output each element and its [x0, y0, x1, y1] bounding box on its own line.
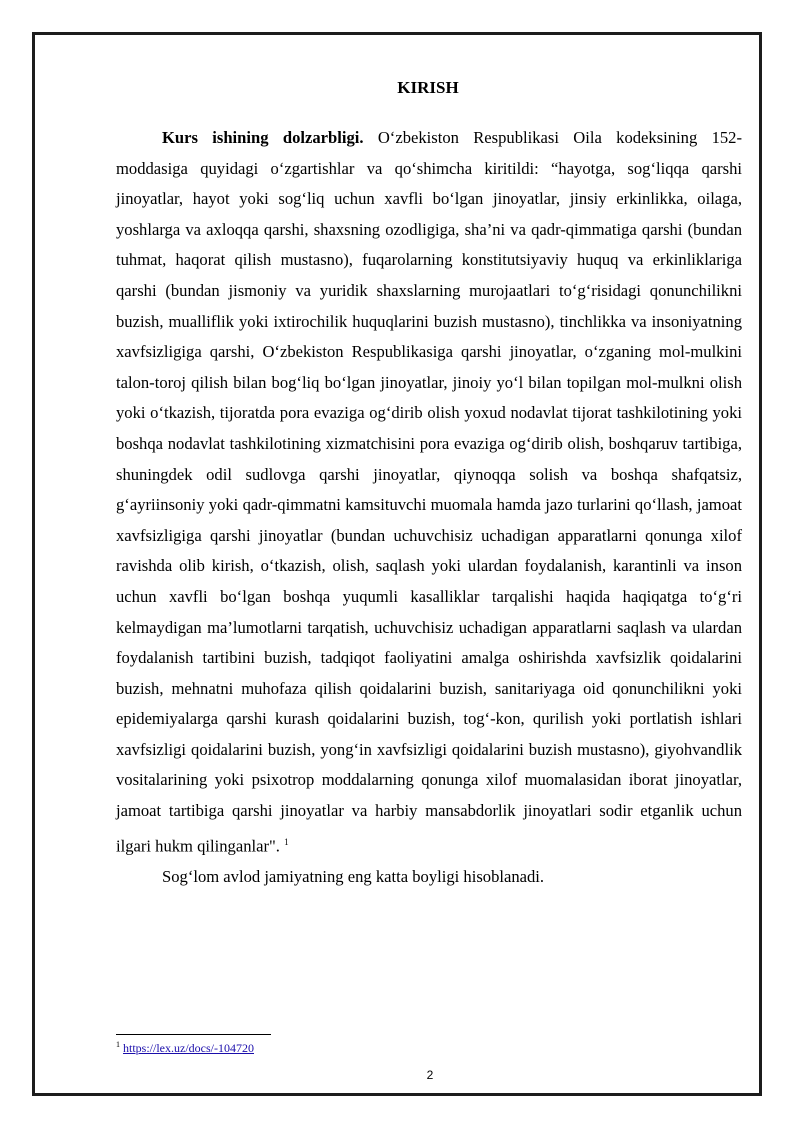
page-title: KIRISH	[397, 78, 459, 97]
lead-heading: Kurs ishining dolzarbligi.	[162, 128, 364, 147]
paragraph-1	[116, 123, 742, 862]
footnote-separator	[116, 1034, 271, 1035]
footnote-number: 1	[116, 1040, 120, 1049]
footnote-ref[interactable]: 1	[284, 836, 289, 847]
paragraph-2: Sog‘lom avlod jamiyatning eng katta boyligi hisoblanadi.	[162, 866, 545, 886]
paragraph-1-text: O‘zbekiston Respublikasi Oila kodeksining 152-moddasiga quyidagi o‘zgartishlar va qo‘shimcha kiritildi: “hayotga, sog‘liqqa qarshi jinoyatlar, hayot yoki sog‘liq uchun xavfli bo‘lgan jinoyatlar, jinsiy erkinlikka, oilaga, yoshlarga va axloqqa qarshi, shaxsning ozodligiga, sha’ni va qadr-qimmatiga qarshi (bundan tuhmat, haqorat qilish mustasno), fuqarolarning konstitutsiyaviy huquq va erkinliklariga qarshi (bundan jismoniy va yuridik shaxslarning murojaatlari to‘g‘risidagi qonunchilikni buzish, mualliflik yoki ixtirochilik huquqlarini buzish mustasno), tinchlikka va insoniyatning xavfsizligiga qarshi, O‘zbekiston Respublikasiga qarshi jinoyatlar, o‘zganing mol-mulkini talon-toroj qilish bilan bog‘liq bo‘lgan jinoyatlar, jinoiy yo‘l bilan topilgan mol-mulkni olish yoki o‘tkazish, tijoratda pora evaziga og‘dirib olish yoxud nodavlat tijorat tashkilotining yoki boshqa nodavlat tashkilotining xizmatchisini pora evaziga og‘dirib olish, boshqaruv tartibiga, shuningdek odil sudlovga qarshi jinoyatlar, qiynoqqa solish va boshqa shafqatsiz, g‘ayriinsoniy yoki qadr-qimmatni kamsituvchi muomala hamda jazo turlarini qo‘llash, jamoat xavfsizligiga qarshi jinoyatlar (bundan uchuvchisiz uchadigan apparatlarni qonunga xilof ravishda olib kirish, o‘tkazish, olish, saqlash yoki ulardan foydalanish, karantinli va inson uchun xavfli bo‘lgan boshqa yuqumli kasalliklar tarqalishi haqida haqiqatga to‘g‘ri kelmaydigan ma’lumotlarni tarqatish, uchuvchisiz uchadigan apparatlarni saqlash va ulardan foydalanish tartibini buzish, tadqiqot faoliyatini amalga oshirishda xavfsizlik qoidalarini buzish, mehnatni muhofaza qilish qoidalarini buzish, sanitariyaga oid qonunchilikni yoki epidemiyalarga qarshi kurash qoidalarini buzish, tog‘-kon, qurilish yoki portlatish ishlari xavfsizligi qoidalarini buzish, yong‘in xavfsizligi qoidalarini buzish mustasno), giyohvandlik vositalarining yoki psixotrop moddalarning qonunga xilof muomalasidan iborat jinoyatlar, jamoat tartibiga qarshi jinoyatlar va harbiy mansabdorlik jinoyatlari sodir etganlik uchun ilgari hukm qilinganlar".	[116, 128, 742, 856]
page-number: 2	[426, 1068, 434, 1082]
footnote-link[interactable]: https://lex.uz/docs/-104720	[123, 1041, 254, 1055]
footnote	[116, 1040, 254, 1056]
body-text	[116, 123, 742, 892]
